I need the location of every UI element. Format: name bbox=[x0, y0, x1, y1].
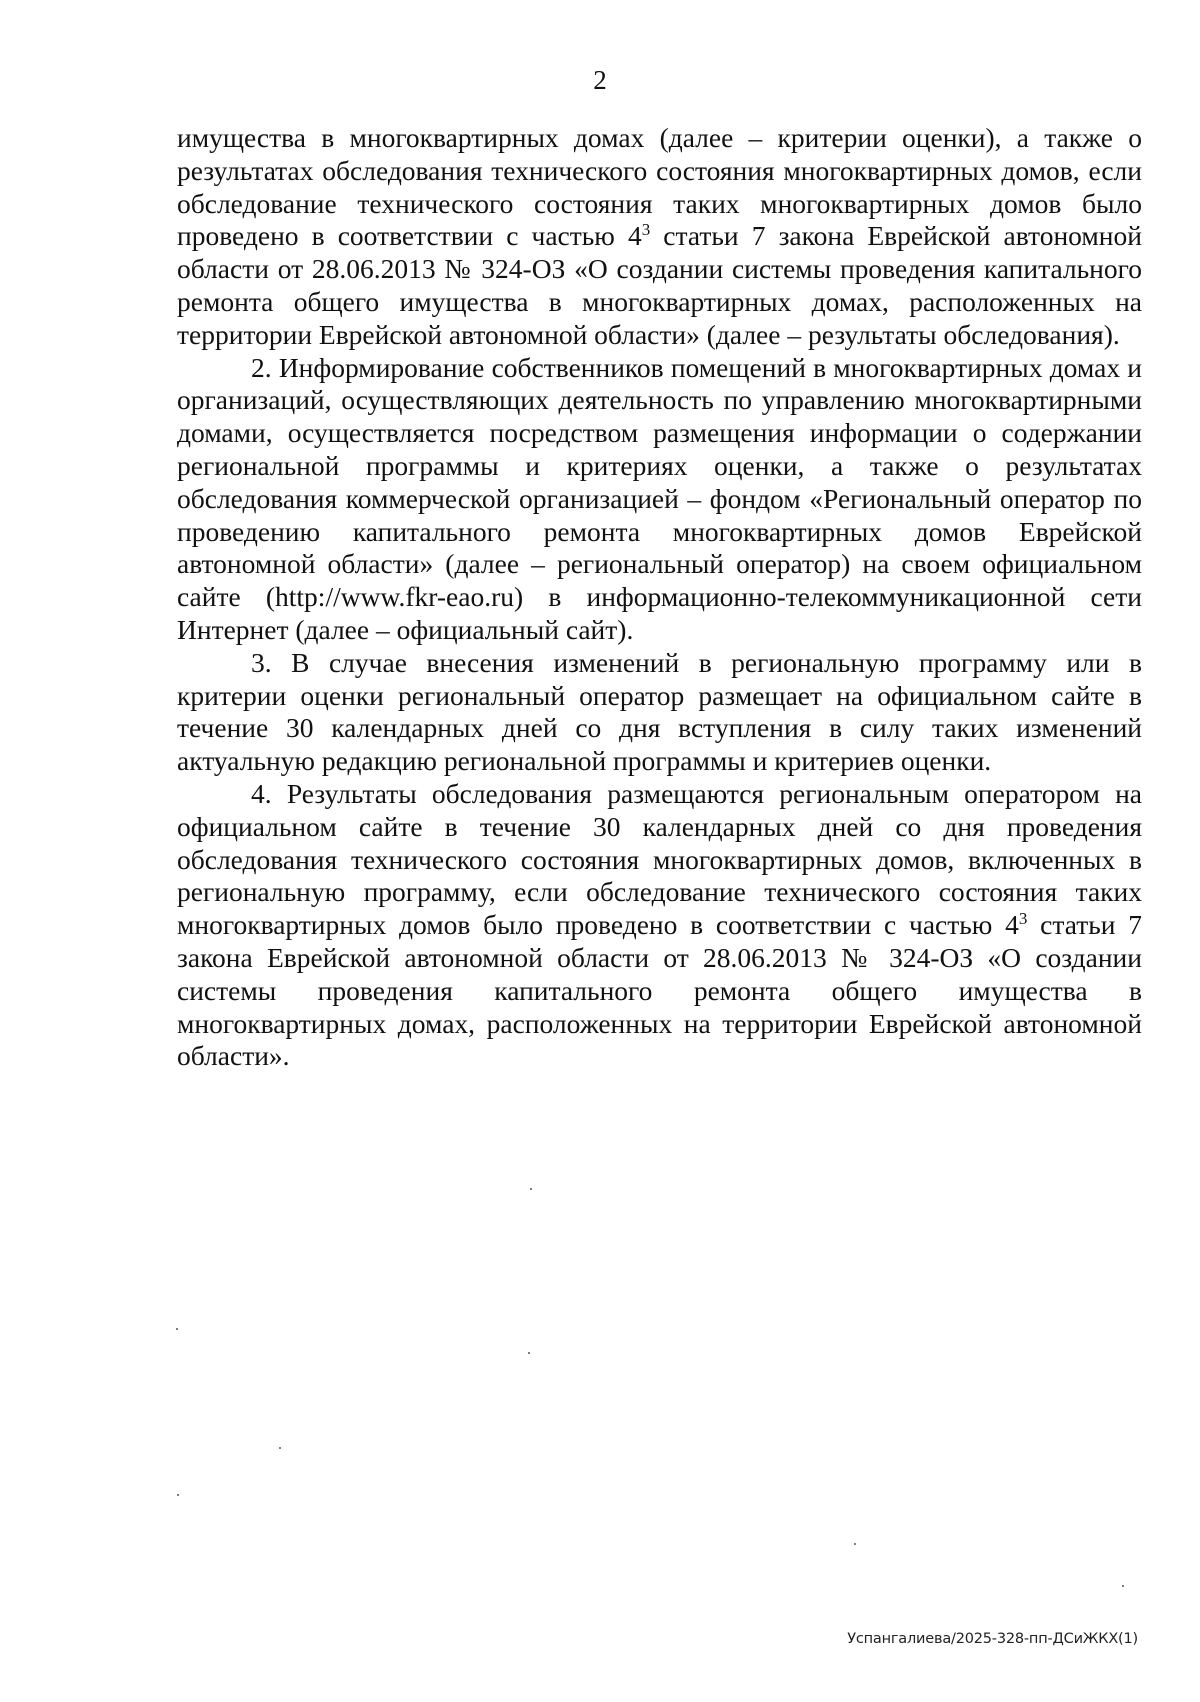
scan-speck bbox=[279, 1447, 281, 1449]
scan-speck bbox=[176, 1328, 178, 1330]
paragraph-text: имущества в многоквартирных домах (далее – критерии оценки), а также о результатах обследования технического состояния многоквартирных домов, если обследование технического состояния таких многоквартирных домов было проведено в соответствии с частью 4 bbox=[177, 122, 1142, 252]
page-number: 2 bbox=[593, 65, 607, 95]
document-body bbox=[177, 122, 1142, 1073]
paragraph-text: статьи 7 закона Еврейской автономной области от 28.06.2013 № 324-ОЗ «О создании системы проведения капитального ремонта общего имущества в многоквартирных домах, расположенных на территории Еврейской автономной области» (далее – результаты обследования). bbox=[177, 220, 1142, 350]
superscript: 3 bbox=[641, 220, 651, 240]
paragraph-2: 2. Информирование собственников помещений в многоквартирных домах и организаций, осуществляющих деятельность по управлению многоквартирными домами, осуществляется посредством размещения информации о содержании региональной программы и критериях оценки, а также о результатах обследования коммерческой организацией – фондом «Региональный оператор по проведению капитального ремонта многоквартирных домов Еврейской автономной области» (далее – региональный оператор) на своем официальном сайте (http://www.fkr-eao.ru) в информационно-телекоммуникационной сети Интернет (далее – официальный сайт). bbox=[177, 351, 1142, 645]
paragraph-text: статьи 7 закона Еврейской автономной области от 28.06.2013 № 324-ОЗ «О создании системы проведения капитального ремонта общего имущества в многоквартирных домах, расположенных на территории Еврейской автономной области». bbox=[177, 909, 1142, 1072]
paragraph-4 bbox=[177, 778, 1142, 1073]
paragraph-3: 3. В случае внесения изменений в региональную программу или в критерии оценки региональный оператор размещает на официальном сайте в течение 30 календарных дней со дня вступления в силу таких изменений актуальную редакцию региональной программы и критериев оценки. bbox=[177, 646, 1142, 777]
paragraph-text: 4. Результаты обследования размещаются региональным оператором на официальном сайте в течение 30 календарных дней со дня проведения обследования технического состояния многоквартирных домов, включенных в региональную программу, если обследование технического состояния таких многоквартирных домов было проведено в соответствии с частью 4 bbox=[177, 777, 1142, 941]
scan-speck bbox=[530, 1188, 532, 1190]
scan-speck bbox=[528, 1352, 530, 1354]
superscript: 3 bbox=[1018, 909, 1028, 929]
scan-speck bbox=[854, 1543, 856, 1545]
scan-speck bbox=[1122, 1585, 1124, 1587]
paragraph-continuation bbox=[177, 122, 1142, 352]
document-reference: Успангалиева/2025-328-пп-ДСиЖКХ(1) bbox=[847, 1631, 1138, 1647]
scan-speck bbox=[177, 1494, 179, 1496]
